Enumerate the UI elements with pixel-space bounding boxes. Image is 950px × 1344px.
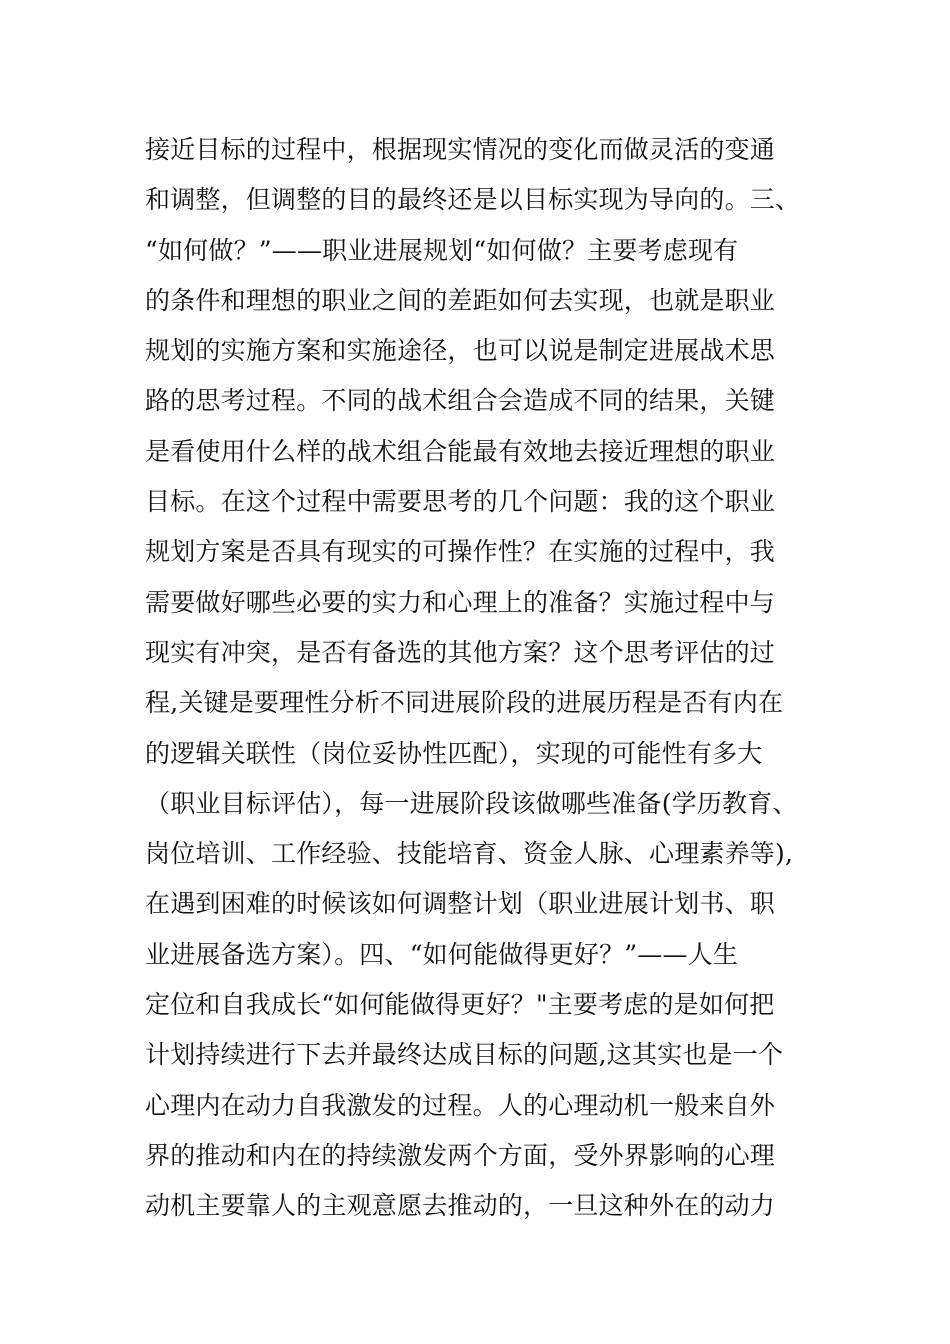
text-line: 动机主要靠人的主观意愿去推动的，一旦这种外在的动力 [145, 1191, 776, 1221]
text-line: 心理内在动力自我激发的过程。人的心理动机一般来自外 [145, 1090, 776, 1120]
text-line: 计划持续进行下去并最终达成目标的问题,这其实也是一个 [145, 1040, 784, 1070]
text-line: （职业目标评估），每一进展阶段该做哪些准备(学历教育、 [145, 788, 798, 818]
text-line: 的逻辑关联性（岗位妥协性匹配），实现的可能性有多大 [145, 738, 763, 768]
body-text [145, 128, 825, 1235]
text-line: 接近目标的过程中，根据现实情况的变化而做灵活的变通 [145, 135, 776, 164]
text-line: 界的推动和内在的持续激发两个方面，受外界影响的心理 [145, 1140, 776, 1170]
text-line: 现实有冲突，是否有备选的其他方案？这个思考评估的过 [145, 637, 776, 667]
text-line: 岗位培训、工作经验、技能培育、资金人脉、心理素养等), [145, 839, 794, 869]
text-line: “如何做？”——职业进展规划“如何做？主要考虑现有 [145, 235, 739, 265]
text-line: 路的思考过程。不同的战术组合会造成不同的结果，关键 [145, 386, 776, 416]
text-line: 规划方案是否具有现实的可操作性？在实施的过程中，我 [145, 537, 776, 567]
text-line: 是看使用什么样的战术组合能最有效地去接近理想的职业 [145, 436, 776, 466]
text-line: 目标。在这个过程中需要思考的几个问题：我的这个职业 [145, 487, 776, 517]
text-line: 的条件和理想的职业之间的差距如何去实现，也就是职业 [145, 285, 776, 315]
text-line: 在遇到困难的时候该如何调整计划（职业进展计划书、职 [145, 889, 776, 919]
text-line: 规划的实施方案和实施途径，也可以说是制定进展战术思 [145, 336, 776, 366]
text-line: 需要做好哪些必要的实力和心理上的准备？实施过程中与 [145, 587, 776, 617]
text-line: 程,关键是要理性分析不同进展阶段的进展历程是否有内在 [145, 688, 784, 718]
text-line: 业进展备选方案）。四、“如何能做得更好？”——人生 [145, 939, 739, 969]
text-line: 和调整，但调整的目的最终还是以目标实现为导向的。三、 [145, 185, 801, 215]
text-line: 定位和自我成长“如何能做得更好？"主要考虑的是如何把 [145, 990, 775, 1020]
